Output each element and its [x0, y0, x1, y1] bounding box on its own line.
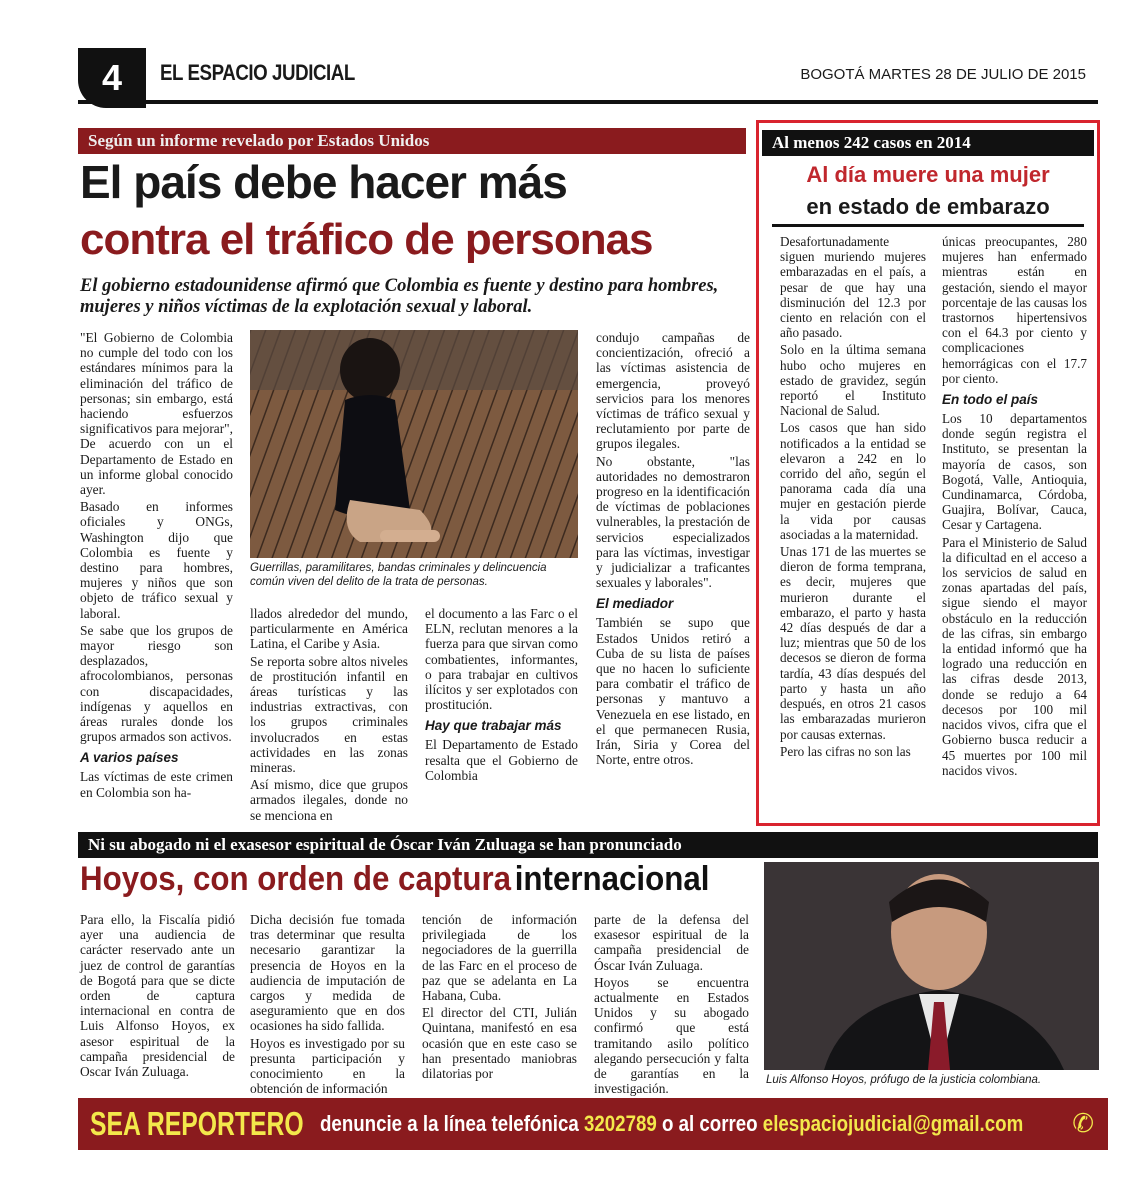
sidebar-headline-black: en estado de embarazo: [806, 194, 1050, 219]
banner-text: denuncie a la línea telefónica: [320, 1111, 579, 1136]
subhead: En todo el país: [942, 392, 1039, 408]
main-deck: El gobierno estadounidense afirmó que Colombia es fuente y destino para hombres, mujeres y niños víctimas de la explotación sexual y laboral.: [80, 276, 719, 317]
second-column-2: [250, 912, 405, 1098]
paragraph: parte de la defensa del exasesor espiritual de la campaña presidencial de Óscar Iván Zuluaga.: [594, 912, 749, 973]
paragraph: el documento a las Farc o el ELN, reclutan menores a la fuerza para que sirvan como combatientes, informantes, o para trabajar en cultivos ilícitos y ser explotados con prostitución.: [425, 606, 578, 713]
paragraph: Los casos que han sido notificados a la entidad se elevaron a 242 en lo corrido del año, según el panorama cada día una mujer en gestación pierde la vida por causas asociadas a la maternidad.: [780, 420, 926, 542]
sidebar-kicker: Al menos 242 casos en 2014: [762, 130, 1094, 156]
paragraph: No obstante, "las autoridades no demostraron progreso en la identificación de víctimas de poblaciones vulnerables, la prestación de servicios especializados para las víctimas, investigar y judicializar a traficantes sexuales y laborales".: [596, 453, 750, 591]
sidebar-column-1: [780, 234, 926, 761]
page-number: 4: [78, 48, 146, 108]
main-column-1: [80, 330, 233, 802]
paragraph: Basado en informes oficiales y ONGs, Washington dijo que Colombia es fuente y destino para hombres, mujeres y niños que son objeto de tráfico sexual y laboral.: [80, 499, 233, 621]
sidebar-headline-red: Al día muere una mujer: [806, 162, 1050, 187]
masthead: EL ESPACIO JUDICIAL: [160, 60, 355, 85]
banner-phone[interactable]: 3202789: [583, 1111, 657, 1136]
main-headline-1: El país debe hacer más: [80, 156, 567, 208]
subhead: Hay que trabajar más: [425, 718, 562, 734]
paragraph: Hoyos es investigado por su presunta participación y conocimiento en la obtención de información: [250, 1035, 405, 1097]
hoyos-photo-caption: Luis Alfonso Hoyos, prófugo de la justicia colombiana.: [766, 1074, 1042, 1086]
paragraph: Se reporta sobre altos niveles de prostitución infantil en áreas turísticas y las industrias extractivas, con los grupos criminales involucrados en estas actividades en las zonas mineras.: [250, 653, 408, 776]
second-column-1: [80, 912, 235, 1081]
subhead: El mediador: [596, 596, 674, 612]
paragraph: Hoyos se encuentra actualmente en Estados Unidos y su abogado confirmó que está tramitando asilo político alegando persecución y falta de garantías en la investigación.: [594, 974, 749, 1097]
paragraph: condujo campañas de concientización, ofreció a las víctimas asistencia de emergencia, proveyó servicios para los menores víctimas de tráfico sexual y reclutamiento por parte de grupos ilegales.: [596, 330, 750, 452]
paragraph: También se supo que Estados Unidos retiró a Cuba de su lista de países que no hacen lo suficiente para combatir el tráfico de personas y mantuvo a Venezuela en ese listado, en el que permanecen Rusia, Irán, Siria y Corea del Norte, entre otros.: [596, 615, 750, 768]
paragraph: Así mismo, dice que grupos armados ilegales, donde no se menciona en: [250, 777, 408, 823]
phone-icon: ✆: [1072, 1109, 1094, 1138]
paragraph: Solo en la última semana hubo ocho mujeres en estado de gravidez, según reportó el Instituto Nacional de Salud.: [780, 342, 926, 419]
sea-reportero-banner: [78, 1098, 1108, 1150]
paragraph: llados alrededor del mundo, particularmente en América Latina, el Caribe y Asia.: [250, 606, 408, 652]
main-kicker: Según un informe revelado por Estados Unidos: [78, 128, 746, 154]
second-column-4: [594, 912, 749, 1098]
second-kicker: Ni su abogado ni el exasesor espiritual de Óscar Iván Zuluaga se han pronunciado: [78, 832, 1098, 858]
main-photo: [250, 330, 578, 558]
main-column-4: [596, 330, 750, 769]
main-photo-caption: Guerrillas, paramilitares, bandas criminales y delincuencia común viven del delito de la trata de personas.: [250, 562, 547, 588]
paragraph: El Departamento de Estado resalta que el Gobierno de Colombia: [425, 737, 578, 783]
sidebar-column-2: [942, 234, 1087, 780]
second-headline-black: internacional: [514, 860, 710, 898]
paragraph: Las víctimas de este crimen en Colombia son ha-: [80, 769, 233, 800]
main-headline-2: contra el tráfico de personas: [80, 215, 653, 264]
issue-date: BOGOTÁ MARTES 28 DE JULIO DE 2015: [800, 66, 1086, 83]
second-column-3: [422, 912, 577, 1083]
woman-chained-illustration: [250, 330, 578, 558]
paragraph: Desafortunadamente siguen muriendo mujeres embarazadas en el país, a pesar de que hay una disminución del 12.3 por ciento en relación con el año pasado.: [780, 234, 926, 341]
main-column-2: [250, 606, 408, 825]
paragraph: Unas 171 de las muertes se dieron de forma temprana, es decir, mujeres que murieron durante el embarazo, el parto y hasta 42 días después de dar a luz; mientras que 50 de los decesos se dieron de forma tardía, 43 días después del parto y hasta un año después, en otros 21 casos las embarazadas murieron por causas externas.: [780, 544, 926, 742]
hoyos-photo: [764, 862, 1099, 1070]
paragraph: Para ello, la Fiscalía pidió ayer una audiencia de carácter reservado ante un juez de control de garantías de Bogotá para que se dicte orden de captura internacional en contra de Luis Alfonso Hoyos, ex asesor espiritual de la campaña presidencial de Oscar Iván Zuluaga.: [80, 912, 235, 1080]
paragraph: El director del CTI, Julián Quintana, manifestó en esa ocasión que en este caso se han presentado maniobras dilatorias por: [422, 1005, 577, 1082]
main-column-3: [425, 606, 578, 785]
paragraph: Pero las cifras no son las: [780, 743, 911, 759]
second-headline: [80, 860, 709, 899]
paragraph: tención de información privilegiada de los negociadores de la guerrilla de las Farc en el proceso de paz que se adelanta en La Habana, Cuba.: [422, 912, 577, 1004]
banner-email[interactable]: elespaciojudicial@gmail.com: [762, 1111, 1024, 1136]
sidebar-rule: [772, 224, 1084, 227]
man-portrait-illustration: [764, 862, 1099, 1070]
paragraph: Para el Ministerio de Salud la dificultad en el acceso a los servicios de salud en zonas apartadas del país, sigue siendo el mayor obstáculo en la reducción de las cifras, sin embargo la entidad informó que ha logrado una reducción en las cifras desde 2013, donde se redujo a 64 decesos por 100 mil nacidos vivos, cifra que el Gobierno busca reducir a 45 muertes por 100 mil nacidos vivos.: [942, 534, 1087, 778]
paragraph: Los 10 departamentos donde según registra el Instituto, se presentan la mayoría de casos, son Bogotá, Valle, Antioquia, Cundinamarca, Córdoba, Guajira, Bolívar, Cauca, Cesar y Cartagena.: [942, 411, 1087, 533]
banner-text-line: [320, 1111, 1024, 1137]
banner-title: SEA REPORTERO: [90, 1105, 304, 1142]
paragraph: Se sabe que los grupos de mayor riesgo son desplazados, afrocolombianos, personas con discapacidades, indígenas y aquellos en áreas rurales donde los grupos armados son activos.: [80, 622, 233, 745]
paragraph: Dicha decisión fue tomada tras determinar que resulta necesario garantizar la presencia de Hoyos en la audiencia de imputación de cargos y medida de aseguramiento que en dos ocasiones ha sido fallida.: [250, 912, 405, 1034]
banner-or: o al correo: [661, 1111, 758, 1136]
second-headline-red: Hoyos, con orden de captura: [80, 860, 512, 898]
paragraph: únicas preocupantes, 280 mujeres han enfermado mientras están en gestación, siendo el mayor porcentaje de las causas los trastornos hipertensivos con el 64.3 por ciento y complicaciones hemorrágicas con el 17.7 por ciento.: [942, 234, 1088, 386]
header-rule: [78, 100, 1098, 104]
subhead: A varios países: [80, 750, 179, 766]
paragraph: "El Gobierno de Colombia no cumple del todo con los estándares mínimos para la eliminación del tráfico de personas; sin embargo, está haciendo esfuerzos significativos para mejorar", De acuerdo con un el Departamento de Estado en un informe global conocido ayer.: [80, 330, 233, 498]
